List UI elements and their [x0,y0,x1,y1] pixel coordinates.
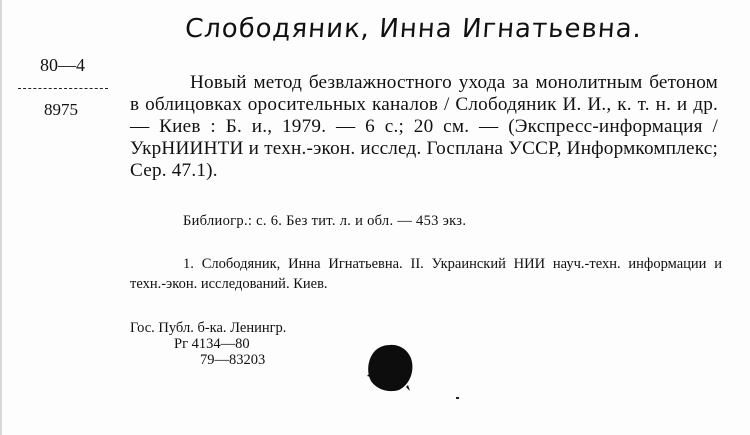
ink-speck [456,397,459,399]
classification-code: 80—4 [40,55,85,75]
library-accession-number: 79—83203 [200,352,266,368]
handwritten-author-name: Слободяник, Инна Игнатьевна. [183,14,644,44]
inventory-number: 8975 [44,100,78,119]
bibliography-note: Библиогр.: с. 6. Без тит. л. и обл. — 453 экз. [183,213,467,229]
library-stamp-text [130,320,286,368]
classification-divider [18,88,108,89]
library-registry-number: Рг 4134—80 [174,336,250,352]
subject-index-entries: 1. Слободяник, Инна Игнатьевна. II. Украинский НИИ науч.-техн. информации и техн.-экон. исследований. Киев. [130,256,722,292]
ink-blot-mark [366,343,414,393]
library-name: Гос. Публ. б-ка. Ленингр. [130,320,287,336]
card-left-edge [0,0,2,435]
bibliographic-description: Новый метод безвлажностного ухода за монолитным бетоном в облицовках оросительных каналов / Слободяник И. И., к. т. н. и др. — Киев : Б. и., 1979. — 6 с.; 20 см. — (Экспресс-информация / УкрНИИНТИ и техн.-экон. исслед. Госплана УССР, Информкомплекс; Сер. 47.1). [130,72,718,181]
